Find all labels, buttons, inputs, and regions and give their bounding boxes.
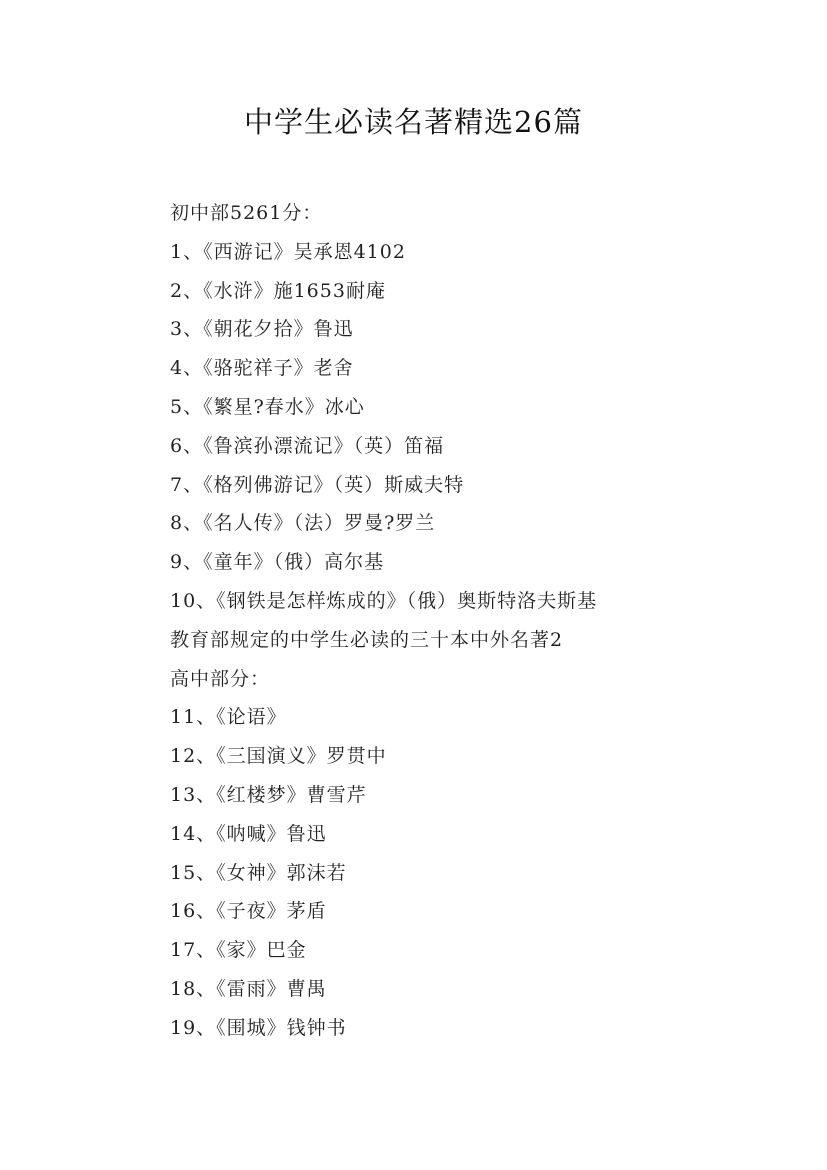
list-item: 19、《围城》钱钟书 bbox=[170, 1016, 347, 1039]
list-item: 12、《三国演义》罗贯中 bbox=[170, 745, 387, 768]
list-item: 9、《童年》（俄）高尔基 bbox=[170, 551, 385, 574]
list-item: 1、《西游记》吴承恩4102 bbox=[170, 240, 406, 263]
list-item: 8、《名人传》（法）罗曼?罗兰 bbox=[170, 512, 436, 535]
interstitial-note: 教育部规定的中学生必读的三十本中外名著2 bbox=[170, 628, 564, 651]
list-item: 18、《雷雨》曹禺 bbox=[170, 977, 327, 1000]
list-item: 5、《繁星?春水》冰心 bbox=[170, 395, 365, 418]
list-item: 2、《水浒》施1653耐庵 bbox=[170, 279, 386, 302]
section-heading-junior: 初中部5261分： bbox=[170, 202, 323, 224]
page-title: 中学生必读名著精选26篇 bbox=[244, 105, 583, 139]
list-item: 16、《子夜》茅盾 bbox=[170, 900, 327, 923]
list-item: 15、《女神》郭沫若 bbox=[170, 861, 347, 884]
list-item: 6、《鲁滨孙漂流记》（英）笛福 bbox=[170, 434, 445, 457]
list-item: 13、《红楼梦》曹雪芹 bbox=[170, 783, 367, 806]
list-item: 10、《钢铁是怎样炼成的》（俄）奥斯特洛夫斯基 bbox=[170, 589, 598, 612]
list-item: 14、《呐喊》鲁迅 bbox=[170, 822, 327, 845]
list-item: 17、《家》巴金 bbox=[170, 939, 307, 962]
list-item: 3、《朝花夕拾》鲁迅 bbox=[170, 318, 354, 341]
list-item: 4、《骆驼祥子》老舍 bbox=[170, 357, 354, 380]
section-heading-senior: 高中部分： bbox=[170, 667, 271, 690]
list-item: 7、《格列佛游记》（英）斯威夫特 bbox=[170, 473, 465, 496]
book-list bbox=[170, 194, 770, 1048]
list-item: 11、《论语》 bbox=[170, 706, 287, 729]
